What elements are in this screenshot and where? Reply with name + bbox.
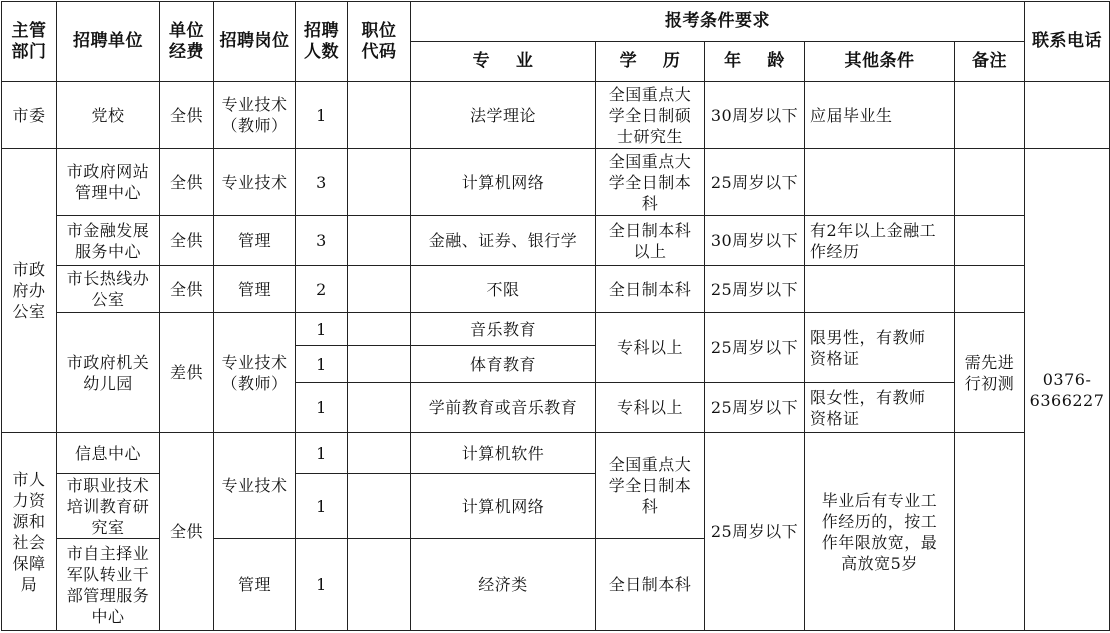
other-cell: 限女性，有教师 资格证: [805, 383, 955, 433]
table-row: [2, 216, 1110, 266]
header-requirements: 报考条件要求: [411, 2, 1025, 42]
header-age: 年 龄: [705, 42, 805, 82]
funding-cell: 全供: [160, 433, 214, 631]
recruitment-table: [1, 1, 1110, 631]
other-cell: 有2年以上金融工 作经历: [805, 216, 955, 266]
major-cell: 计算机网络: [411, 149, 596, 216]
age-cell: 30周岁以下: [705, 82, 805, 149]
header-education: 学 历: [596, 42, 705, 82]
age-cell: 25周岁以下: [705, 383, 805, 433]
table-row: [2, 433, 1110, 474]
other-cell: 毕业后有专业工 作经历的，按工 作年限放宽，最 高放宽5岁: [805, 433, 955, 631]
post-cell: 管理: [214, 216, 296, 266]
header-phone: 联系电话: [1025, 2, 1110, 82]
funding-cell: 全供: [160, 149, 214, 216]
code-cell: [348, 346, 411, 383]
unit-cell: 市政府机关 幼儿园: [57, 313, 160, 433]
header-other: 其他条件: [805, 42, 955, 82]
age-cell: 25周岁以下: [705, 433, 805, 631]
code-cell: [348, 216, 411, 266]
count-cell: 2: [296, 266, 348, 313]
major-cell: 学前教育或音乐教育: [411, 383, 596, 433]
remark-cell: [955, 82, 1025, 149]
age-cell: 30周岁以下: [705, 216, 805, 266]
major-cell: 金融、证券、银行学: [411, 216, 596, 266]
unit-cell: 市自主择业 军队转业干 部管理服务 中心: [57, 539, 160, 631]
count-cell: 1: [296, 82, 348, 149]
remark-cell: 需先进 行初测: [955, 313, 1025, 433]
table-row: [2, 313, 1110, 346]
education-cell: 专科以上: [596, 313, 705, 383]
funding-cell: 差供: [160, 313, 214, 433]
other-cell: [805, 266, 955, 313]
code-cell: [348, 433, 411, 474]
header-dept: 主管 部门: [2, 2, 57, 82]
count-cell: 1: [296, 383, 348, 433]
code-cell: [348, 149, 411, 216]
header-code: 职位 代码: [348, 2, 411, 82]
major-cell: 法学理论: [411, 82, 596, 149]
post-cell: 专业技术 （教师）: [214, 82, 296, 149]
post-cell: 管理: [214, 539, 296, 631]
other-cell: [805, 149, 955, 216]
table-row: [2, 266, 1110, 313]
post-cell: 专业技术 （教师）: [214, 313, 296, 433]
count-cell: 1: [296, 474, 348, 539]
funding-cell: 全供: [160, 216, 214, 266]
dept-cell: 市人 力资 源和 社会 保障 局: [2, 433, 57, 631]
phone-cell: [1025, 82, 1110, 149]
funding-cell: 全供: [160, 82, 214, 149]
code-cell: [348, 266, 411, 313]
count-cell: 3: [296, 216, 348, 266]
education-cell: 全国重点大 学全日制本 科: [596, 149, 705, 216]
major-cell: 计算机网络: [411, 474, 596, 539]
count-cell: 1: [296, 539, 348, 631]
other-cell: 应届毕业生: [805, 82, 955, 149]
age-cell: 25周岁以下: [705, 266, 805, 313]
unit-cell: 市长热线办 公室: [57, 266, 160, 313]
unit-cell: 市职业技术 培训教育研 究室: [57, 474, 160, 539]
code-cell: [348, 383, 411, 433]
other-cell: 限男性，有教师 资格证: [805, 313, 955, 383]
age-cell: 25周岁以下: [705, 313, 805, 383]
header-count: 招聘 人数: [296, 2, 348, 82]
count-cell: 3: [296, 149, 348, 216]
major-cell: 不限: [411, 266, 596, 313]
unit-cell: 市政府网站 管理中心: [57, 149, 160, 216]
education-cell: 全日制本科: [596, 539, 705, 631]
count-cell: 1: [296, 433, 348, 474]
table-row: [2, 149, 1110, 216]
unit-cell: 市金融发展 服务中心: [57, 216, 160, 266]
education-cell: 全国重点大 学全日制本 科: [596, 433, 705, 539]
count-cell: 1: [296, 346, 348, 383]
unit-cell: 党校: [57, 82, 160, 149]
major-cell: 体育教育: [411, 346, 596, 383]
code-cell: [348, 313, 411, 346]
post-cell: 管理: [214, 266, 296, 313]
header-remark: 备注: [955, 42, 1025, 82]
post-cell: 专业技术: [214, 433, 296, 539]
dept-cell: 市委: [2, 82, 57, 149]
major-cell: 经济类: [411, 539, 596, 631]
education-cell: 全日制本科: [596, 266, 705, 313]
code-cell: [348, 474, 411, 539]
remark-cell: [955, 149, 1025, 216]
post-cell: 专业技术: [214, 149, 296, 216]
header-post: 招聘岗位: [214, 2, 296, 82]
remark-cell: [955, 433, 1025, 631]
unit-cell: 信息中心: [57, 433, 160, 474]
major-cell: 音乐教育: [411, 313, 596, 346]
funding-cell: 全供: [160, 266, 214, 313]
age-cell: 25周岁以下: [705, 149, 805, 216]
major-cell: 计算机软件: [411, 433, 596, 474]
education-cell: 专科以上: [596, 383, 705, 433]
header-funding: 单位 经费: [160, 2, 214, 82]
header-unit: 招聘单位: [57, 2, 160, 82]
code-cell: [348, 82, 411, 149]
table-row: [2, 82, 1110, 149]
header-major: 专 业: [411, 42, 596, 82]
remark-cell: [955, 266, 1025, 313]
phone-cell: 0376- 6366227: [1025, 149, 1110, 631]
dept-cell: 市政 府办 公室: [2, 149, 57, 433]
code-cell: [348, 539, 411, 631]
remark-cell: [955, 216, 1025, 266]
count-cell: 1: [296, 313, 348, 346]
education-cell: 全国重点大 学全日制硕 士研究生: [596, 82, 705, 149]
education-cell: 全日制本科 以上: [596, 216, 705, 266]
